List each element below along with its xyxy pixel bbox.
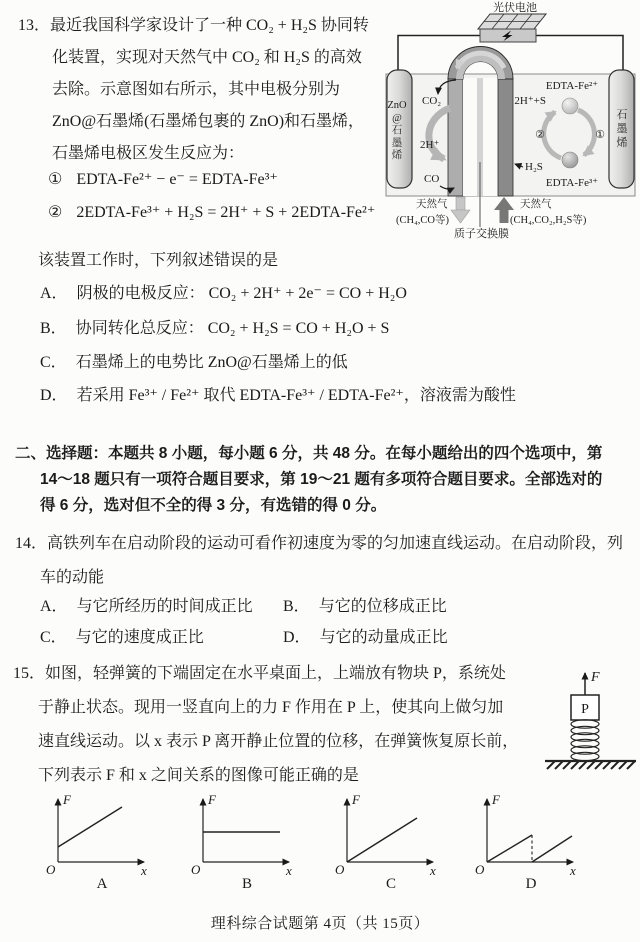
option-text: 协同转化总反应： CO₂ + H₂S = CO + H₂O + S <box>75 320 390 337</box>
equation-marker: ① <box>48 171 63 188</box>
graph-option-d <box>469 790 581 890</box>
q13-option-d <box>40 382 516 405</box>
y-axis-label: F <box>63 792 71 807</box>
equation-text: EDTA-Fe²⁺ − e⁻ = EDTA-Fe³⁺ <box>76 171 278 188</box>
electrochemical-cell-diagram <box>382 0 638 240</box>
equation-marker: ② <box>48 204 63 221</box>
section-2-instructions <box>15 441 640 518</box>
origin-label: O <box>335 862 345 877</box>
data-line <box>58 807 122 847</box>
y-axis-label: F <box>352 792 360 807</box>
q13-equation-2 <box>48 202 375 222</box>
edta-fe3-label: EDTA-Fe³⁺ <box>545 177 599 189</box>
option-text: 与它所经历的时间成正比 <box>76 598 253 615</box>
force-label: F <box>591 670 600 685</box>
q13-option-b <box>40 315 389 338</box>
q15-line: 速直线运动。以 x 表示 P 离开静止位置的位移，在弹簧恢复原长前， <box>38 733 519 750</box>
solar-panel-icon <box>478 14 546 29</box>
step2-badge: ② <box>535 129 545 141</box>
q14-option-c <box>40 624 204 647</box>
origin-label: O <box>475 862 485 877</box>
q13-line: 去除。示意图如右所示，其中电极分别为 <box>52 81 341 98</box>
data-line <box>347 818 417 862</box>
section-line: 得 6 分，选对但不全的得 3 分，有选错的得 0 分。 <box>40 496 387 514</box>
q14-option-a <box>40 593 253 616</box>
option-text: 与它的动量成正比 <box>319 629 448 646</box>
edta-fe2-label: EDTA-Fe²⁺ <box>545 80 599 92</box>
option-text: 阴极的电极反应： CO₂ + 2H⁺ + 2e⁻ = CO + H₂O <box>76 285 407 302</box>
option-label: B． <box>40 320 67 337</box>
y-axis-label: F <box>492 792 500 807</box>
q14-option-d <box>283 624 448 647</box>
x-axis-label: x <box>570 863 576 878</box>
graph-letter: A <box>96 876 108 890</box>
option-text: 石墨烯上的电势比 ZnO@石墨烯上的低 <box>75 354 348 371</box>
fe-sphere-bottom <box>562 152 578 168</box>
question-14-stem <box>15 527 640 594</box>
option-label: D． <box>283 629 311 646</box>
spring-block-figure <box>543 664 638 770</box>
gas-out-arrow <box>451 197 470 223</box>
graph-letter: B <box>241 876 253 890</box>
y-axis-label: F <box>208 792 216 807</box>
equation-text: 2EDTA-Fe³⁺ + H₂S = 2H⁺ + S + 2EDTA-Fe²⁺ <box>76 204 376 221</box>
spring-coil <box>571 720 599 761</box>
graph-option-a <box>40 790 152 890</box>
option-text: 与它的速度成正比 <box>75 629 204 646</box>
x-axis-label: x <box>430 863 436 878</box>
h-s-product-label: 2H⁺+S <box>514 95 546 107</box>
gas-right-formula: (CH₄,CO₂,H₂S等) <box>510 215 587 226</box>
q13-question-line: 该装置工作时，下列叙述错误的是 <box>38 252 279 269</box>
page-footer: 理科综合试题第 4页（共 15页） <box>210 916 430 932</box>
question-13-stem <box>18 10 424 170</box>
q13-equation-1 <box>48 169 278 189</box>
data-line-2 <box>532 836 572 862</box>
section-line: 二、选择题：本题共 8 小题，每小题 6 分，共 48 分。在每小题给出的四个选项中，第 <box>15 445 603 462</box>
step1-badge: ① <box>595 129 605 141</box>
graph-option-c <box>329 790 441 890</box>
option-label: C． <box>40 629 67 646</box>
q15-line: 下列表示 F 和 x 之间关系的图像可能正确的是 <box>38 767 359 784</box>
q13-line: 13．最近我国科学家设计了一种 CO₂ + H₂S 协同转 <box>18 17 369 34</box>
q14-option-b <box>283 593 447 616</box>
option-label: B． <box>283 598 310 615</box>
option-label: A． <box>40 598 68 615</box>
graph-letter: C <box>385 876 397 890</box>
data-line-1 <box>487 835 532 862</box>
gas-right-label: 天然气 <box>520 199 552 210</box>
co2-label: CO₂ <box>422 95 442 107</box>
co-label: CO <box>424 173 440 185</box>
option-label: D． <box>40 387 68 404</box>
option-label: A． <box>40 285 68 302</box>
option-text: 与它的位移成正比 <box>318 598 447 615</box>
question-15-stem <box>13 657 570 793</box>
option-text: 若采用 Fe³⁺ / Fe²⁺ 取代 EDTA-Fe³⁺ / EDTA-Fe²⁺，溶液需为酸性 <box>76 387 516 404</box>
x-axis-label: x <box>141 863 147 878</box>
graph-letter: D <box>525 876 537 890</box>
graph-option-b <box>185 790 297 890</box>
block-p-label: P <box>581 702 589 717</box>
q15-line: 15．如图，轻弹簧的下端固定在水平桌面上，上端放有物块 P，系统处 <box>13 665 506 682</box>
q13-line: 化装置，实现对天然气中 CO₂ 和 H₂S 的高效 <box>52 49 362 66</box>
h2s-label: H₂S <box>525 161 543 173</box>
x-axis-label: x <box>286 863 292 878</box>
fe-sphere-top <box>562 98 578 114</box>
ground-hatch <box>545 761 636 769</box>
q15-line: 于静止状态。现用一竖直向上的力 F 作用在 P 上，使其向上做匀加 <box>38 699 504 716</box>
q13-line: 石墨烯电极区发生反应为： <box>52 145 245 162</box>
q13-option-c <box>40 349 348 372</box>
q14-line: 车的动能 <box>40 568 105 586</box>
origin-label: O <box>191 862 201 877</box>
q13-line: ZnO@石墨烯(石墨烯包裹的 ZnO)和石墨烯， <box>52 113 365 130</box>
protons-label: 2H⁺ <box>420 139 440 151</box>
right-electrode-label: 石墨烯 <box>616 109 628 149</box>
power-unit-icon <box>480 29 536 42</box>
membrane-label: 质子交换膜 <box>454 228 509 240</box>
q13-option-a <box>40 280 407 303</box>
left-electrode-label: ZnO@石墨烯 <box>387 100 407 161</box>
origin-label: O <box>46 862 56 877</box>
q14-line: 14．高铁列车在启动阶段的运动可看作初速度为零的匀加速直线运动。在启动阶段，列 <box>15 535 624 552</box>
gas-left-label: 天然气 <box>416 199 448 210</box>
section-line: 14～18 题只有一项符合题目要求，第 19～21 题有多项符合题目要求。全部选对的 <box>40 470 603 488</box>
option-label: C． <box>40 354 67 371</box>
gas-left-formula: (CH₄,CO等) <box>396 215 449 226</box>
solar-cell-label: 光伏电池 <box>493 2 537 14</box>
